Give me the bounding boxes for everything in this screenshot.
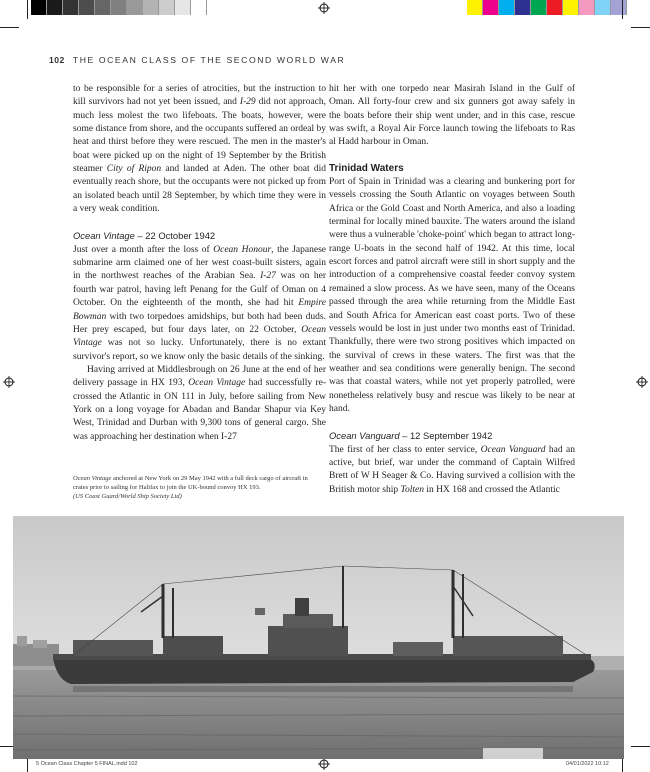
running-header <box>49 55 345 65</box>
body-paragraph: hit her with one torpedo near Masirah Island in the Gulf of Oman. All forty-four crew and six gunners got away safely in the boats before their ship went under, and in this case, rescue was swift, a Royal Air Force launch towing the lifeboats to Ras al Hadd harbour in Oman. <box>329 84 575 148</box>
color-swatch <box>483 0 499 15</box>
crop-mark <box>27 0 28 19</box>
body-paragraph: Port of Spain in Trinidad was a clearing and bunkering port for vessels crossing the South Atlantic on voyages between South Africa or the Gold Coast and North America, and also a loading terminal for locally mined bauxite. The waters around the island were thus a vulnerable 'choke-point' which began to attract long-range U-boats in the second half of 1942. At this time, local escort forces and patrol aircraft were still in short supply and the introduction of a comprehensive coastal feeder convoy system remained a slow process. As we have seen, many of the Oceans passed through the area while returning from the Middle East and South Africa for American east coast ports. Two of these vessels would be lost in just under two months east of Trinidad. Thankfully, there were two strong positives which impacted on the survival of crews in these waters. The first was that the weather and sea conditions were generally benign. The second was that coastal waters, while not yet properly patrolled, were nonetheless relatively busy and rescue was likely to be near at hand. <box>329 177 575 414</box>
registration-mark-icon <box>318 2 330 14</box>
body-paragraph: The first of her class to enter service, Ocean Vanguard had an active, but brief, war under the command of Captain Wilfred Brett of W H Seager & Co. Having survived a collision with the British motor ship Tolten in HX 168 and crossed the Atlantic <box>329 444 576 495</box>
crop-mark <box>631 27 650 28</box>
color-swatch <box>499 0 515 15</box>
color-swatch <box>547 0 563 15</box>
date-slug: 04/01/2022 10:12 <box>566 761 609 767</box>
section-heading: Ocean Vintage – 22 October 1942 <box>73 230 216 242</box>
body-paragraph: Having arrived at Middlesbrough on 26 June at the end of her delivery passage in HX 193, Ocean Vintage had successfully re-crossed the Atlantic in ON 111 in July, before sailing from New York on a long voyage for Abadan and Bandar Shapur via Key West, Trinidad and Durban with 9,300 tons of general cargo. She was approaching her destination when I-27 <box>73 364 326 442</box>
color-swatch <box>467 0 483 15</box>
color-swatch <box>191 0 207 15</box>
color-swatch <box>563 0 579 15</box>
right-column <box>329 83 575 497</box>
section-heading: Ocean Vanguard – 12 September 1942 <box>329 430 493 442</box>
body-paragraph: to be responsible for a series of atrocities, but the instruction to kill survivors had not yet been issued, and I-29 did not approach, much less molest the two lifeboats. The boats, however, were some distance from shore, and the occupants suffered an ordeal by heat and thirst before they were rescued. The men in the master's boat were picked up on the night of 19 September by the British steamer City of Ripon and landed at Aden. The other boat did eventually reach shore, but the occupants were not picked up from an isolated beach until 28 September, by which time they were in a very weak condition. <box>73 84 327 215</box>
color-swatch <box>143 0 159 15</box>
color-swatch <box>63 0 79 15</box>
color-calibration-bar <box>467 0 627 15</box>
color-swatch <box>579 0 595 15</box>
color-swatch <box>47 0 63 15</box>
color-swatch <box>595 0 611 15</box>
color-swatch <box>531 0 547 15</box>
color-swatch <box>175 0 191 15</box>
photo-credit: (US Coast Guard/World Ship Society Ltd) <box>73 493 182 501</box>
page-number: 102 <box>49 55 65 65</box>
color-swatch <box>127 0 143 15</box>
color-swatch <box>611 0 627 15</box>
registration-mark-icon <box>3 376 15 388</box>
color-swatch <box>31 0 47 15</box>
photo-caption: Ocean Vintage anchored at New York on 29 May 1942 with a full deck cargo of aircraft in crates prior to sailing for Halifax to join the UK-bound convoy HX 193. (US Coast Guard/World Ship Society Ltd) <box>73 475 308 501</box>
left-column <box>73 83 326 444</box>
color-swatch <box>515 0 531 15</box>
running-title: THE OCEAN CLASS OF THE SECOND WORLD WAR <box>72 55 346 65</box>
crop-mark <box>622 0 623 19</box>
color-swatch <box>159 0 175 15</box>
color-swatch <box>111 0 127 15</box>
color-swatch <box>95 0 111 15</box>
section-heading: Trinidad Waters <box>329 162 404 174</box>
ship-photograph <box>13 516 624 759</box>
registration-mark-icon <box>636 376 648 388</box>
file-slug: 5 Ocean Class Chapter 5 FINAL.indd 102 <box>36 761 138 767</box>
grayscale-calibration-bar <box>31 0 207 15</box>
registration-mark-icon <box>318 758 330 770</box>
body-paragraph: Just over a month after the loss of Ocean Honour, the Japanese submarine arm claimed one of her west coast-built sisters, again in the northwest reaches of the Arabian Sea. I-27 was on her fourth war patrol, having left Penang for the Gulf of Oman on 4 October. On the eighteenth of the month, she had hit Empire Bowman with two torpedoes amidships, but both had been duds. Her prey escaped, but four days later, on 22 October, Ocean Vintage was not so lucky. Unfortunately, there is no extant survivor's report, so we know only the basic details of the sinking. <box>73 244 327 362</box>
color-swatch <box>79 0 95 15</box>
crop-mark <box>631 746 650 747</box>
crop-mark <box>0 27 19 28</box>
